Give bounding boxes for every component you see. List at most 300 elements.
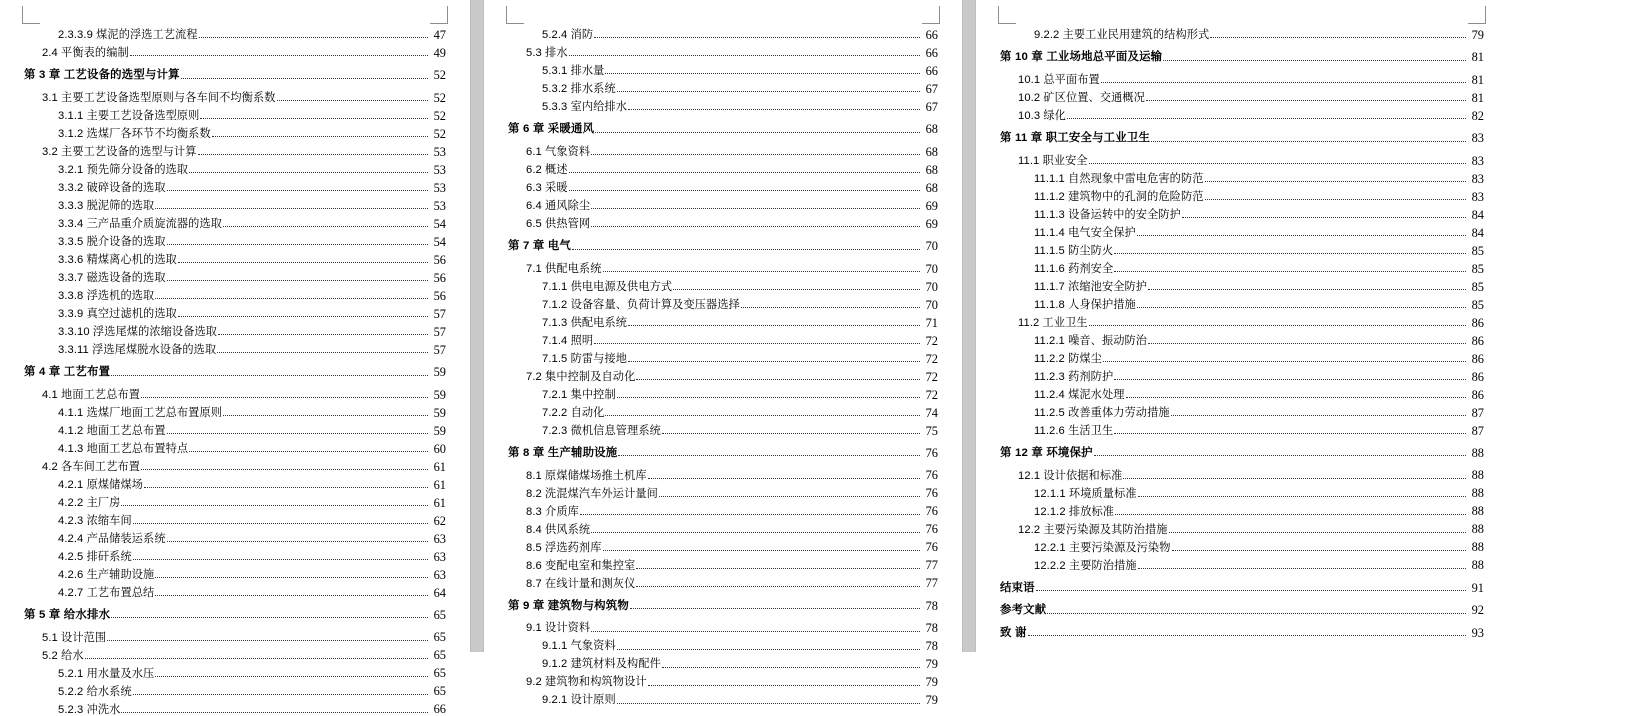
toc-page-number: 87 <box>1471 423 1484 438</box>
toc-entry-title: 8.2 洗混煤汽车外运计量间 <box>526 487 658 500</box>
toc-entry[interactable] <box>42 389 446 401</box>
toc-chapter-entry[interactable] <box>1000 132 1484 144</box>
toc-page-number: 70 <box>925 297 938 312</box>
toc-page-number: 88 <box>1471 468 1484 483</box>
toc-page-number: 56 <box>433 252 446 267</box>
toc-leader-dots <box>217 352 428 353</box>
toc-leader-dots <box>155 676 428 677</box>
toc-entry[interactable] <box>526 371 938 383</box>
toc-entry[interactable] <box>58 703 446 715</box>
toc-entry-title: 致 谢 <box>1000 626 1027 639</box>
toc-entry-title: 5.2.2 给水系统 <box>58 685 132 698</box>
toc-entry[interactable] <box>542 65 938 77</box>
toc-entry-title: 4.2.4 产品储装运系统 <box>58 532 166 545</box>
toc-leader-dots <box>155 298 428 299</box>
toc-entry-title: 12.2 主要污染源及其防治措施 <box>1018 523 1168 536</box>
toc-page-number: 70 <box>925 261 938 276</box>
toc-leader-dots <box>591 631 920 632</box>
toc-entry-title: 3.3.6 精煤离心机的选取 <box>58 254 177 267</box>
toc-leader-dots <box>189 451 428 452</box>
toc-entry[interactable] <box>58 254 446 266</box>
toc-entry[interactable] <box>526 523 938 535</box>
toc-entry-title: 11.2 工业卫生 <box>1018 316 1088 329</box>
toc-entry[interactable] <box>542 101 938 113</box>
toc-entry[interactable] <box>1034 559 1484 571</box>
toc-entry[interactable] <box>1018 74 1484 86</box>
toc-page-number: 88 <box>1471 504 1484 519</box>
toc-entry[interactable] <box>1034 245 1484 257</box>
crop-mark-top-right-icon <box>922 6 940 24</box>
toc-leader-dots <box>167 433 428 434</box>
toc-chapter-entry[interactable] <box>1000 604 1484 616</box>
toc-leader-dots <box>107 640 428 641</box>
toc-leader-dots <box>617 91 920 92</box>
toc-entry[interactable] <box>58 29 446 41</box>
toc-page-number: 56 <box>433 288 446 303</box>
toc-entry[interactable] <box>526 676 938 688</box>
toc-entry[interactable] <box>58 290 446 302</box>
toc-page-number: 88 <box>1471 522 1484 537</box>
toc-entry-title: 11.1.6 药剂安全 <box>1034 262 1114 275</box>
toc-leader-dots <box>628 361 920 362</box>
toc-chapter-entry[interactable] <box>508 123 938 135</box>
toc-entry-title: 7.1.3 供配电系统 <box>542 316 628 329</box>
toc-entry[interactable] <box>58 236 446 248</box>
toc-leader-dots <box>591 532 920 533</box>
toc-leader-dots <box>580 514 920 515</box>
toc-entry-title: 10.3 绿化 <box>1018 110 1066 123</box>
toc-entry-title: 7.2.1 集中控制 <box>542 388 616 401</box>
toc-leader-dots <box>1138 496 1466 497</box>
toc-entry-title: 8.4 供风系统 <box>526 523 591 536</box>
toc-entry[interactable] <box>1018 155 1484 167</box>
toc-leader-dots <box>167 541 428 542</box>
toc-leader-dots <box>1169 532 1466 533</box>
toc-page-number: 84 <box>1471 225 1484 240</box>
toc-page-number: 83 <box>1471 171 1484 186</box>
toc-leader-dots <box>569 172 920 173</box>
toc-page-number: 67 <box>925 100 938 114</box>
toc-entry-title: 第 6 章 采暖通风 <box>508 123 595 136</box>
toc-page-number: 85 <box>1471 279 1484 294</box>
toc-page-number: 88 <box>1471 446 1484 461</box>
toc-chapter-entry[interactable] <box>508 447 938 459</box>
toc-page-number: 87 <box>1471 405 1484 420</box>
toc-entry[interactable] <box>1018 317 1484 329</box>
toc-entry-title: 9.1.1 气象资料 <box>542 640 616 653</box>
toc-entry[interactable] <box>58 533 446 545</box>
toc-entry[interactable] <box>58 497 446 509</box>
toc-entry[interactable] <box>526 559 938 571</box>
toc-entry-title: 11.1 职业安全 <box>1018 154 1088 167</box>
toc-entry-title: 11.1.7 浓缩池安全防护 <box>1034 280 1148 293</box>
toc-leader-dots <box>1148 289 1466 290</box>
toc-page-number: 59 <box>433 387 446 402</box>
toc-page-number: 75 <box>925 423 938 438</box>
toc-leader-dots <box>178 262 428 263</box>
toc-entry[interactable] <box>542 658 938 670</box>
toc-leader-dots <box>1114 271 1466 272</box>
toc-page-number: 70 <box>925 239 938 254</box>
toc-entry-title: 5.3.3 室内给排水 <box>542 101 628 114</box>
toc-entry-title: 7.2 集中控制及自动化 <box>526 370 636 383</box>
toc-entry[interactable] <box>526 47 938 59</box>
toc-chapter-entry[interactable] <box>24 69 446 81</box>
toc-entry[interactable] <box>1034 191 1484 203</box>
toc-entry-title: 10.1 总平面布置 <box>1018 74 1100 87</box>
toc-entry-title: 5.3.2 排水系统 <box>542 83 616 96</box>
toc-entry[interactable] <box>1034 353 1484 365</box>
toc-leader-dots <box>167 190 428 191</box>
toc-entry-title: 第 8 章 生产辅助设施 <box>508 447 618 460</box>
toc-entry-title: 第 3 章 工艺设备的选型与计算 <box>24 69 180 82</box>
toc-entry[interactable] <box>58 272 446 284</box>
toc-entry-title: 9.2 建筑物和构筑物设计 <box>526 676 647 689</box>
toc-entry-title: 9.2.1 设计原则 <box>542 694 616 707</box>
toc-page-number: 72 <box>925 351 938 366</box>
toc-page-number: 81 <box>1471 50 1484 65</box>
toc-leader-dots <box>189 172 428 173</box>
toc-entry[interactable] <box>58 326 446 338</box>
toc-entry[interactable] <box>58 667 446 679</box>
toc-entry[interactable] <box>526 622 938 634</box>
toc-entry-title: 12.2.2 主要防治措施 <box>1034 559 1137 572</box>
toc-entry[interactable] <box>542 83 938 95</box>
toc-entry[interactable] <box>1034 209 1484 221</box>
toc-page-number: 68 <box>925 144 938 159</box>
toc-entry-title: 结束语 <box>1000 581 1035 594</box>
toc-page-number: 79 <box>1471 28 1484 42</box>
toc-entry-title: 6.1 气象资料 <box>526 146 591 159</box>
toc-entry[interactable] <box>1034 173 1484 185</box>
toc-entry-title: 12.2.1 主要污染源及污染物 <box>1034 541 1171 554</box>
toc-entry[interactable] <box>1034 227 1484 239</box>
toc-entry[interactable] <box>542 353 938 365</box>
toc-entry[interactable] <box>542 694 938 706</box>
toc-entry[interactable] <box>1034 263 1484 275</box>
toc-entry[interactable] <box>1018 110 1484 122</box>
toc-entry[interactable] <box>1034 407 1484 419</box>
toc-leader-dots <box>1171 415 1466 416</box>
toc-entry-title: 11.1.1 自然现象中雷电危害的防范 <box>1034 172 1204 185</box>
toc-leader-dots <box>1123 478 1466 479</box>
crop-mark-top-right-icon <box>430 6 448 24</box>
toc-page-number: 86 <box>1471 333 1484 348</box>
toc-entry-title: 8.5 浮选药剂库 <box>526 541 602 554</box>
toc-chapter-entry[interactable] <box>1000 627 1484 639</box>
toc-leader-dots <box>648 478 920 479</box>
toc-entry-title: 3.1.1 主要工艺设备选型原则 <box>58 110 200 123</box>
toc-leader-dots <box>659 496 920 497</box>
toc-entry-title: 3.1.2 选煤厂各环节不均衡系数 <box>58 128 211 141</box>
toc-entry[interactable] <box>58 569 446 581</box>
toc-entry[interactable] <box>58 200 446 212</box>
toc-page-number: 77 <box>925 576 938 591</box>
toc-entry-title: 11.2.6 生活卫生 <box>1034 424 1114 437</box>
toc-page-number: 60 <box>433 441 446 456</box>
toc-leader-dots <box>121 712 428 713</box>
toc-entry[interactable] <box>58 685 446 697</box>
toc-page-number: 78 <box>925 621 938 636</box>
toc-entry-title: 11.1.3 设备运转中的安全防护 <box>1034 208 1181 221</box>
toc-entry-title: 2.3.3.9 煤泥的浮选工艺流程 <box>58 29 198 42</box>
toc-entry[interactable] <box>1034 371 1484 383</box>
toc-leader-dots <box>1114 433 1466 434</box>
toc-page-number: 61 <box>433 477 446 492</box>
toc-leader-dots <box>1172 550 1466 551</box>
toc-entry[interactable] <box>526 164 938 176</box>
toc-entry[interactable] <box>58 443 446 455</box>
toc-page-number: 85 <box>1471 297 1484 312</box>
toc-page-number: 54 <box>433 216 446 231</box>
toc-entry[interactable] <box>58 128 446 140</box>
crop-mark-top-left-icon <box>506 6 524 24</box>
toc-entry[interactable] <box>542 335 938 347</box>
toc-leader-dots <box>155 595 428 596</box>
toc-entry[interactable] <box>1018 469 1484 481</box>
toc-entry-title: 9.1 设计资料 <box>526 622 591 635</box>
toc-entry-title: 4.1.3 地面工艺总布置特点 <box>58 442 189 455</box>
toc-page-number: 86 <box>1471 351 1484 366</box>
toc-leader-dots <box>155 208 428 209</box>
toc-entry[interactable] <box>542 407 938 419</box>
toc-leader-dots <box>121 505 428 506</box>
toc-page-number: 65 <box>433 684 446 699</box>
toc-leader-dots <box>223 226 428 227</box>
toc-entry[interactable] <box>58 551 446 563</box>
toc-entry-title: 3.3.11 浮选尾煤脱水设备的选取 <box>58 344 217 357</box>
toc-entry[interactable] <box>1034 389 1484 401</box>
toc-page-number: 47 <box>433 28 446 42</box>
toc-leader-dots <box>1148 343 1466 344</box>
toc-entry-title: 3.3.10 浮选尾煤的浓缩设备选取 <box>58 326 218 339</box>
toc-entry-title: 3.1 主要工艺设备选型原则与各车间不均衡系数 <box>42 92 276 105</box>
toc-entry[interactable] <box>1034 335 1484 347</box>
toc-leader-dots <box>212 136 428 137</box>
toc-entry[interactable] <box>526 146 938 158</box>
toc-page-number: 64 <box>433 585 446 600</box>
toc-entry[interactable] <box>42 92 446 104</box>
toc-entry[interactable] <box>58 308 446 320</box>
toc-page-number: 81 <box>1471 90 1484 105</box>
toc-entry[interactable] <box>1034 505 1484 517</box>
toc-chapter-entry[interactable] <box>508 600 938 612</box>
toc-entry[interactable] <box>526 577 938 589</box>
toc-entry-title: 4.1.2 地面工艺总布置 <box>58 424 166 437</box>
toc-entry-title: 4.2.7 工艺布置总结 <box>58 586 155 599</box>
toc-page-number: 65 <box>433 608 446 623</box>
toc-entry-title: 11.1.2 建筑物中的孔洞的危险防范 <box>1034 190 1204 203</box>
toc-entry[interactable] <box>58 479 446 491</box>
toc-leader-dots <box>741 307 920 308</box>
toc-page-number: 63 <box>433 549 446 564</box>
toc-leader-dots <box>595 132 920 133</box>
toc-entry-title: 第 5 章 给水排水 <box>24 609 111 622</box>
toc-chapter-entry[interactable] <box>508 240 938 252</box>
toc-entry-title: 5.2.3 冲洗水 <box>58 703 121 716</box>
toc-page-number: 57 <box>433 324 446 339</box>
toc-entry-title: 7.2.2 自动化 <box>542 406 605 419</box>
toc-page-number: 88 <box>1471 486 1484 501</box>
toc-entry-title: 12.1.2 排放标准 <box>1034 505 1115 518</box>
toc-leader-dots <box>1146 100 1466 101</box>
toc-page-number: 76 <box>925 446 938 461</box>
toc-entry[interactable] <box>1018 523 1484 535</box>
toc-entry-title: 4.1.1 选煤厂地面工艺总布置原则 <box>58 406 223 419</box>
toc-entry-title: 9.1.2 建筑材料及构配件 <box>542 658 661 671</box>
toc-entry-title: 6.3 采暖 <box>526 182 568 195</box>
toc-entry[interactable] <box>542 299 938 311</box>
toc-entry[interactable] <box>1034 281 1484 293</box>
toc-entry-title: 4.2.2 主厂房 <box>58 496 121 509</box>
toc-entry[interactable] <box>58 425 446 437</box>
toc-entry[interactable] <box>1034 487 1484 499</box>
toc-leader-dots <box>178 316 428 317</box>
toc-leader-dots <box>1151 141 1466 142</box>
toc-leader-dots <box>673 289 920 290</box>
toc-entry[interactable] <box>1034 541 1484 553</box>
toc-list-page-3 <box>1000 24 1484 639</box>
toc-entry-title: 3.3.4 三产品重介质旋流器的选取 <box>58 218 223 231</box>
toc-entry[interactable] <box>1018 92 1484 104</box>
toc-page-number: 52 <box>433 68 446 83</box>
toc-page-number: 76 <box>925 504 938 519</box>
toc-entry-title: 6.5 供热管网 <box>526 218 591 231</box>
toc-page-number: 59 <box>433 423 446 438</box>
toc-entry[interactable] <box>1034 299 1484 311</box>
toc-entry-title: 8.3 介质库 <box>526 505 579 518</box>
toc-entry-title: 4.2.5 排矸系统 <box>58 550 132 563</box>
toc-page-number: 76 <box>925 486 938 501</box>
toc-entry[interactable] <box>542 425 938 437</box>
toc-entry[interactable] <box>42 47 446 59</box>
toc-entry-title: 3.2 主要工艺设备的选型与计算 <box>42 146 197 159</box>
toc-leader-dots <box>218 334 428 335</box>
toc-leader-dots <box>569 55 920 56</box>
toc-chapter-entry[interactable] <box>24 609 446 621</box>
toc-entry[interactable] <box>526 505 938 517</box>
toc-entry-title: 11.2.4 煤泥水处理 <box>1034 388 1125 401</box>
toc-page-number: 68 <box>925 162 938 177</box>
toc-page-number: 72 <box>925 369 938 384</box>
toc-entry[interactable] <box>526 182 938 194</box>
toc-leader-dots <box>662 667 920 668</box>
toc-leader-dots <box>603 550 921 551</box>
toc-leader-dots <box>636 568 920 569</box>
toc-entry[interactable] <box>58 182 446 194</box>
toc-entry-title: 11.1.4 电气安全保护 <box>1034 226 1136 239</box>
toc-entry[interactable] <box>526 469 938 481</box>
toc-entry[interactable] <box>58 515 446 527</box>
toc-entry[interactable] <box>526 200 938 212</box>
toc-entry-title: 第 11 章 职工安全与工业卫生 <box>1000 132 1151 145</box>
toc-entry[interactable] <box>58 218 446 230</box>
toc-page-number: 49 <box>433 46 446 60</box>
toc-page-number: 79 <box>925 657 938 672</box>
toc-entry-title: 12.1.1 环境质量标准 <box>1034 487 1137 500</box>
toc-leader-dots <box>569 190 920 191</box>
toc-leader-dots <box>1137 307 1466 308</box>
toc-leader-dots <box>1089 325 1466 326</box>
toc-leader-dots <box>167 280 428 281</box>
toc-entry-title: 7.1 供配电系统 <box>526 262 602 275</box>
toc-entry[interactable] <box>526 541 938 553</box>
toc-entry[interactable] <box>526 218 938 230</box>
toc-entry-title: 第 10 章 工业场地总平面及运输 <box>1000 51 1163 64</box>
toc-page-number: 67 <box>925 82 938 96</box>
toc-page-number: 85 <box>1471 243 1484 258</box>
toc-page-number: 70 <box>925 279 938 294</box>
toc-leader-dots <box>605 73 920 74</box>
toc-entry[interactable] <box>42 461 446 473</box>
toc-entry[interactable] <box>526 487 938 499</box>
toc-leader-dots <box>144 487 428 488</box>
toc-entry[interactable] <box>542 29 938 41</box>
toc-leader-dots <box>1089 163 1466 164</box>
toc-entry-title: 第 4 章 工艺布置 <box>24 366 111 379</box>
toc-page-number: 92 <box>1471 603 1484 618</box>
toc-entry-title: 11.2.2 防煤尘 <box>1034 352 1102 365</box>
toc-entry[interactable] <box>42 146 446 158</box>
toc-entry[interactable] <box>1034 425 1484 437</box>
toc-entry[interactable] <box>58 407 446 419</box>
document-page-1 <box>0 0 470 716</box>
toc-entry[interactable] <box>58 344 446 356</box>
toc-leader-dots <box>1182 217 1466 218</box>
toc-chapter-entry[interactable] <box>24 366 446 378</box>
toc-entry[interactable] <box>58 587 446 599</box>
toc-leader-dots <box>198 154 428 155</box>
toc-entry[interactable] <box>42 631 446 643</box>
toc-entry-title: 3.3.3 脱泥筛的选取 <box>58 200 155 213</box>
toc-entry-title: 4.2.1 原煤储煤场 <box>58 478 144 491</box>
toc-page-number: 69 <box>925 198 938 213</box>
toc-page-number: 56 <box>433 270 446 285</box>
toc-entry[interactable] <box>542 281 938 293</box>
toc-page-number: 74 <box>925 405 938 420</box>
toc-page-number: 57 <box>433 342 446 357</box>
toc-chapter-entry[interactable] <box>1000 447 1484 459</box>
toc-leader-dots <box>1094 455 1466 456</box>
toc-page-number: 66 <box>433 702 446 716</box>
toc-entry-title: 参考文献 <box>1000 604 1047 617</box>
toc-page-number: 68 <box>925 122 938 137</box>
toc-chapter-entry[interactable] <box>1000 582 1484 594</box>
toc-leader-dots <box>1137 235 1466 236</box>
toc-entry-title: 3.3.5 脱介设备的选取 <box>58 236 166 249</box>
toc-chapter-entry[interactable] <box>1000 51 1484 63</box>
toc-page-number: 66 <box>925 64 938 78</box>
toc-entry[interactable] <box>526 263 938 275</box>
toc-entry[interactable] <box>42 649 446 661</box>
toc-entry[interactable] <box>542 389 938 401</box>
toc-page-number: 86 <box>1471 315 1484 330</box>
toc-leader-dots <box>133 694 428 695</box>
toc-page-number: 53 <box>433 198 446 213</box>
toc-leader-dots <box>591 154 920 155</box>
toc-entry[interactable] <box>1034 29 1484 41</box>
toc-page-number: 53 <box>433 162 446 177</box>
crop-mark-top-right-icon <box>1468 6 1486 24</box>
toc-page-number: 66 <box>925 46 938 60</box>
toc-entry[interactable] <box>58 110 446 122</box>
toc-entry[interactable] <box>542 317 938 329</box>
toc-entry-title: 6.4 通风除尘 <box>526 200 591 213</box>
toc-leader-dots <box>572 249 920 250</box>
toc-page-number: 63 <box>433 531 446 546</box>
toc-entry[interactable] <box>542 640 938 652</box>
toc-entry[interactable] <box>58 164 446 176</box>
